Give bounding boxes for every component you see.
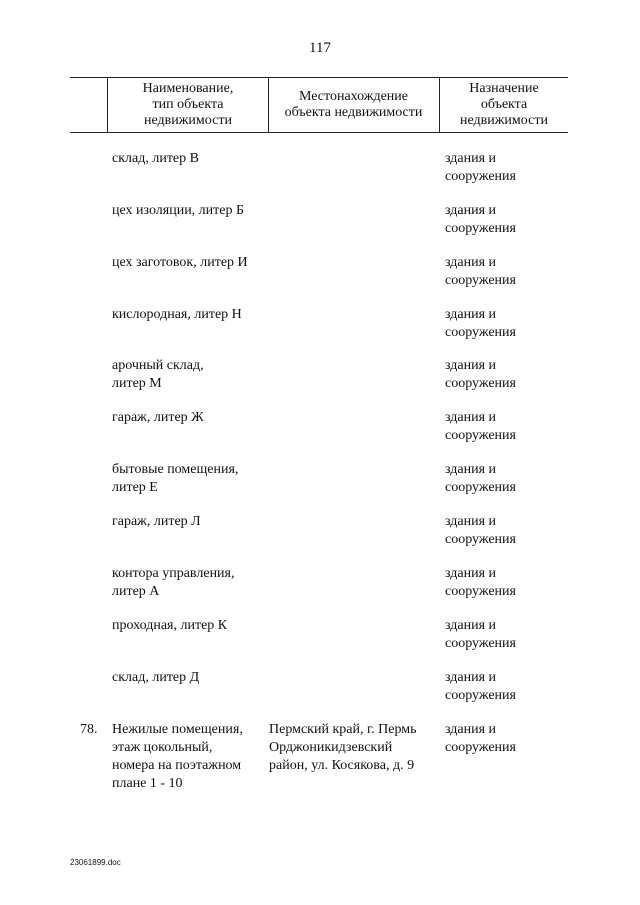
object-purpose: здания и сооружения [445, 670, 516, 703]
object-name: цех изоляции, литер Б [112, 203, 245, 218]
object-purpose: здания и сооружения [445, 514, 516, 547]
object-name: контора управления, литер А [112, 566, 235, 599]
object-name: арочный склад, литер М [112, 358, 204, 391]
header-name-type: Наименование, тип объекта недвижимости [107, 78, 269, 132]
object-name: склад, литер В [112, 151, 199, 166]
row-number: 78. [80, 722, 98, 737]
object-purpose: здания и сооружения [445, 151, 516, 184]
object-purpose: здания и сооружения [445, 722, 516, 755]
object-name: цех заготовок, литер И [112, 255, 248, 270]
object-purpose: здания и сооружения [445, 566, 516, 599]
object-purpose: здания и сооружения [445, 462, 516, 495]
object-name: гараж, литер Л [112, 514, 201, 529]
object-name: склад, литер Д [112, 670, 200, 685]
page-number: 117 [309, 40, 331, 56]
object-name: Нежилые помещения, этаж цокольный, номера на поэтажном плане 1 - 10 [112, 722, 243, 791]
object-purpose: здания и сооружения [445, 358, 516, 391]
object-location: Пермский край, г. Пермь Орджоникидзевский район, ул. Косякова, д. 9 [269, 722, 417, 773]
document-filename: 23061899.doc [70, 858, 121, 867]
object-purpose: здания и сооружения [445, 203, 516, 236]
object-name: проходная, литер К [112, 618, 228, 633]
object-purpose: здания и сооружения [445, 255, 516, 288]
object-purpose: здания и сооружения [445, 307, 516, 340]
object-purpose: здания и сооружения [445, 410, 516, 443]
object-purpose: здания и сооружения [445, 618, 516, 651]
object-name: гараж, литер Ж [112, 410, 204, 425]
header-purpose: Назначение объекта недвижимости [460, 81, 548, 128]
object-name: бытовые помещения, литер Е [112, 462, 239, 495]
header-location: Местонахождение объекта недвижимости [268, 78, 440, 132]
object-name: кислородная, литер Н [112, 307, 242, 322]
table-header [70, 77, 568, 133]
